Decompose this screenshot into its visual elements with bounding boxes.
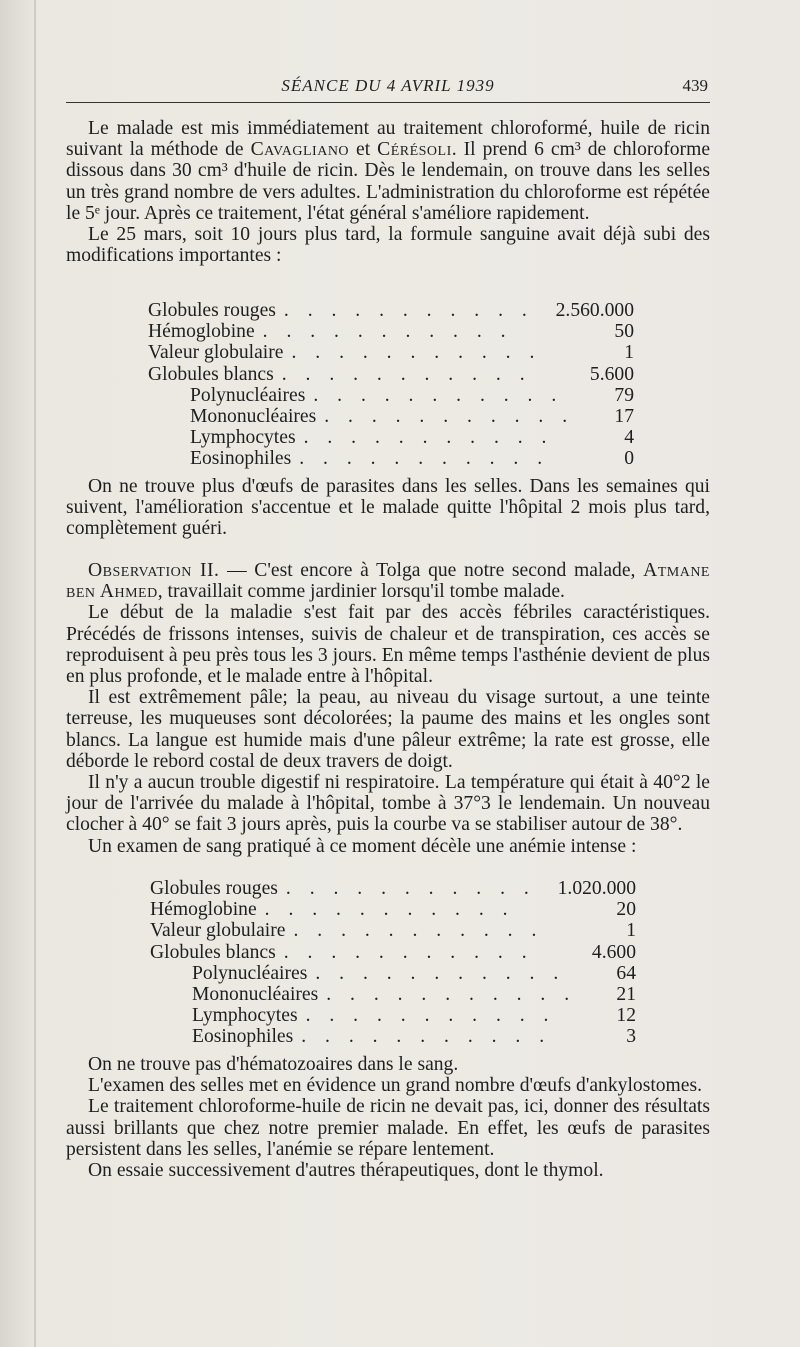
- table-row: [148, 342, 634, 363]
- row-value: 17: [614, 406, 634, 428]
- leader-dots: . . . . . . . . . . .: [283, 300, 534, 321]
- paragraph-no-hematozoa: On ne trouve pas d'hématozoaires dans le sang.: [88, 1054, 459, 1075]
- paragraph-stool-exam: L'examen des selles met en évidence un grand nombre d'œufs d'ankylostomes.: [88, 1075, 703, 1097]
- paragraph-temperature: Il n'y a aucun trouble digestif ni respiratoire. La température qui était à 40°2 le jour de l'arrivée du malade à l'hôpital, tombe à 37°3 le lendemain. Un nouveau clocher à 40° se fait 3 jours après, puis la courbe va se stabiliser autour de 38°.: [66, 772, 710, 836]
- row-value: 1: [624, 342, 634, 364]
- row-value: 12: [616, 1005, 636, 1027]
- row-value: 1: [626, 920, 636, 942]
- text-block-4: [66, 1054, 710, 1181]
- table-row: [150, 942, 636, 963]
- leader-dots: . . . . . . . . . . .: [283, 941, 534, 963]
- paragraph-onset: Le début de la maladie s'est fait par des accès fébriles caractéristiques. Précédés de frissons intenses, suivis de chaleur et de transpiration, ces accès se reproduisent à peu près tous les 3 jours. En même temps l'asthénie devient de plus en plus profonde, et le malade entre à l'hôpital.: [66, 602, 710, 688]
- row-value: 79: [614, 384, 634, 406]
- paragraph-treatment-result: Le traitement chloroforme-huile de ricin ne devait pas, ici, donner des résultats aussi brillants que chez notre premier malade. En effet, les œufs de parasites persistent dans les selles, l'anémie se répare lentement.: [66, 1096, 710, 1160]
- row-label: Lymphocytes: [192, 1005, 298, 1027]
- row-value: 4: [624, 427, 634, 449]
- table-row: [150, 963, 636, 984]
- header-title: SÉANCE DU 4 AVRIL 1939: [281, 76, 495, 95]
- leader-dots: . . . . . . . . . . .: [324, 406, 575, 428]
- text-block-2: [66, 476, 710, 540]
- leader-dots: . . . . . . . . . . .: [285, 878, 536, 899]
- row-label-cell: [150, 984, 577, 1006]
- row-label-cell: [150, 878, 536, 899]
- row-value: 0: [624, 448, 634, 470]
- leader-dots: . . . . . . . . . . .: [264, 899, 515, 921]
- paragraph-blood-change: Le 25 mars, soit 10 jours plus tard, la formule sanguine avait déjà subi des modifications importantes :: [66, 224, 710, 267]
- row-value: 5.600: [589, 363, 634, 385]
- table-row: [148, 448, 634, 469]
- book-gutter-shadow: [34, 0, 36, 1347]
- paragraph-treatment: [66, 118, 710, 224]
- table-row: [148, 321, 634, 342]
- row-label-cell: [150, 962, 566, 984]
- row-label-cell: [148, 406, 575, 428]
- row-label: Globules rouges: [150, 878, 278, 899]
- table-row: [150, 1026, 636, 1047]
- leader-dots: . . . . . . . . . . .: [301, 1026, 552, 1048]
- row-value: 4.600: [591, 941, 636, 963]
- leader-dots: . . . . . . . . . . .: [313, 384, 564, 406]
- table-row: [148, 364, 634, 385]
- row-label: Polynucléaires: [192, 962, 308, 984]
- row-value: 2.560.000: [555, 300, 634, 321]
- leader-dots: . . . . . . . . . . .: [326, 984, 577, 1006]
- row-label: Mononucléaires: [192, 984, 319, 1006]
- row-value: 1.020.000: [557, 878, 636, 899]
- page-number: 439: [682, 76, 708, 95]
- leader-dots: . . . . . . . . . . .: [315, 962, 566, 984]
- table-row: [148, 385, 634, 406]
- running-header: [66, 72, 710, 103]
- row-label: Hémoglobine: [150, 899, 257, 921]
- table-row: [148, 406, 634, 427]
- row-label: Globules blancs: [148, 363, 274, 385]
- paragraph-exam: Il est extrêmement pâle; la peau, au niveau du visage surtout, a une teinte terreuse, les muqueuses sont décolorées; la paume des mains et les ongles sont blancs. La langue est humide mais d'une pâleur extrême; la rate est grosse, elle déborde le rebord costal de deux travers de doigt.: [66, 687, 710, 772]
- leader-dots: . . . . . . . . . . .: [293, 920, 544, 942]
- row-label: Hémoglobine: [148, 321, 255, 343]
- leader-dots: . . . . . . . . . . .: [291, 342, 542, 364]
- row-label-cell: [150, 1005, 556, 1027]
- row-label: Valeur globulaire: [148, 342, 284, 364]
- row-label-cell: [148, 300, 534, 321]
- row-label: Eosinophiles: [190, 448, 292, 470]
- row-label-cell: [150, 941, 534, 963]
- row-label: Globules rouges: [148, 300, 276, 321]
- paragraph-thymol: On essaie successivement d'autres thérapeutiques, dont le thymol.: [88, 1160, 604, 1182]
- row-value: 20: [616, 899, 636, 921]
- row-label: Mononucléaires: [190, 406, 317, 428]
- table-row: [150, 1005, 636, 1026]
- table-row: [148, 300, 634, 321]
- text-block-1: [66, 118, 710, 266]
- table-row: [150, 984, 636, 1005]
- author-name: Cavagliano: [250, 139, 350, 161]
- table-row: [150, 878, 636, 899]
- row-label: Globules blancs: [150, 941, 276, 963]
- paragraph-text: , travaillait comme jardinier lorsqu'il tombe malade.: [157, 581, 565, 603]
- row-label-cell: [148, 342, 542, 364]
- text-block-3: [66, 560, 710, 857]
- paragraph-blood-exam: Un examen de sang pratiqué à ce moment décèle une anémie intense :: [88, 835, 637, 857]
- leader-dots: . . . . . . . . . . .: [303, 427, 554, 449]
- leader-dots: . . . . . . . . . . .: [299, 448, 550, 470]
- row-label-cell: [148, 363, 532, 385]
- row-label: Valeur globulaire: [150, 920, 286, 942]
- table-row: [148, 427, 634, 448]
- leader-dots: . . . . . . . . . . .: [281, 363, 532, 385]
- paragraph-text: et: [349, 139, 378, 161]
- row-value: 64: [616, 962, 636, 984]
- table-row: [150, 899, 636, 920]
- row-value: 3: [626, 1026, 636, 1048]
- paragraph-text: — C'est encore à Tolga que notre second malade,: [219, 560, 644, 581]
- blood-formula-table-2: [150, 878, 636, 1048]
- row-value: 21: [616, 984, 636, 1006]
- blood-formula-table-1: [148, 300, 634, 470]
- observation-label: Observation II.: [88, 560, 220, 581]
- table-row: [150, 920, 636, 941]
- row-label: Eosinophiles: [192, 1026, 294, 1048]
- paragraph-text: . Il prend 6 cm³ de chloroforme dissous dans 30 cm³ d'huile de ricin. Dès le lendemain, on trouve dans les selles un très grand nombre de vers adultes. L'administration du chloroforme est répétée le 5ᵉ jour. Après ce traitement, l'état général s'améliore rapidement.: [66, 139, 711, 224]
- author-name: Cérésoli: [377, 139, 452, 161]
- row-label-cell: [150, 920, 544, 942]
- paragraph-text: Le malade est mis immédiatement au traitement chloroformé, huile de ricin suivant la méthode de: [66, 118, 710, 161]
- row-label: Polynucléaires: [190, 384, 306, 406]
- patient-name: Atmane ben Ahmed: [66, 560, 710, 603]
- row-label: Lymphocytes: [190, 427, 296, 449]
- row-label-cell: [148, 427, 554, 449]
- row-label-cell: [148, 448, 550, 470]
- row-label-cell: [148, 384, 564, 406]
- leader-dots: . . . . . . . . . . .: [262, 321, 513, 343]
- paragraph-cure: On ne trouve plus d'œufs de parasites dans les selles. Dans les semaines qui suivent, l'amélioration s'accentue et le malade quitte l'hôpital 2 mois plus tard, complètement guéri.: [66, 476, 710, 540]
- observation-heading: [66, 560, 710, 602]
- row-label-cell: [150, 1026, 552, 1048]
- row-label-cell: [148, 321, 513, 343]
- row-value: 50: [614, 321, 634, 343]
- row-label-cell: [150, 899, 515, 921]
- leader-dots: . . . . . . . . . . .: [305, 1005, 556, 1027]
